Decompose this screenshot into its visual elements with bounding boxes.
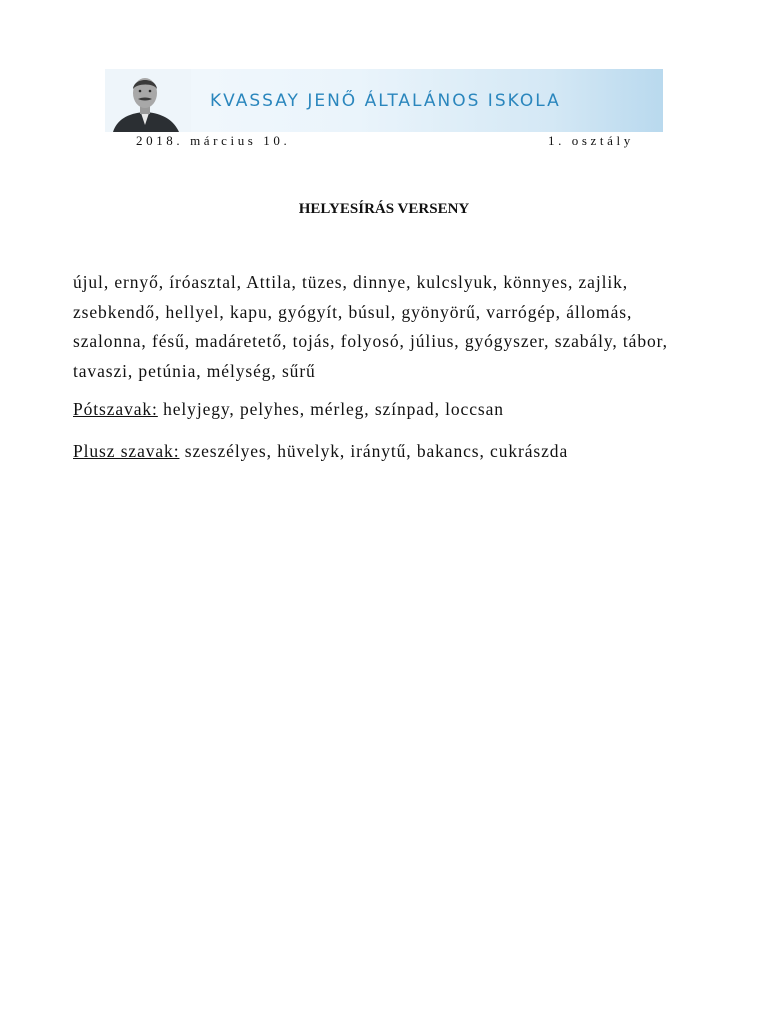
extra-words-line xyxy=(73,441,568,462)
reserve-words-line xyxy=(73,399,504,420)
extra-words: szeszélyes, hüvelyk, iránytű, bakancs, cukrászda xyxy=(179,441,569,461)
reserve-words: helyjegy, pelyhes, mérleg, színpad, loccsan xyxy=(157,399,504,419)
extra-words-label: Plusz szavak: xyxy=(73,441,180,461)
school-name: KVASSAY JENŐ ÁLTALÁNOS ISKOLA xyxy=(210,91,561,111)
competition-date: 2018. március 10. xyxy=(136,133,291,148)
school-banner xyxy=(105,69,663,132)
portrait-photo-icon xyxy=(105,69,191,132)
word-list: újul, ernyő, íróasztal, Attila, tüzes, dinnye, kulcslyuk, könnyes, zajlik, zsebkendő, hellyel, kapu, gyógyít, búsul, gyönyörű, varrógép, állomás, szalonna, fésű, madáretető, tojás, folyosó, július, gyógyszer, szabály, tábor, tavaszi, petúnia, mélység, sűrű xyxy=(73,272,668,381)
document-title: HELYESÍRÁS VERSENY xyxy=(298,201,470,217)
grade-label: 1. osztály xyxy=(548,133,634,148)
reserve-words-label: Pótszavak: xyxy=(73,399,158,419)
